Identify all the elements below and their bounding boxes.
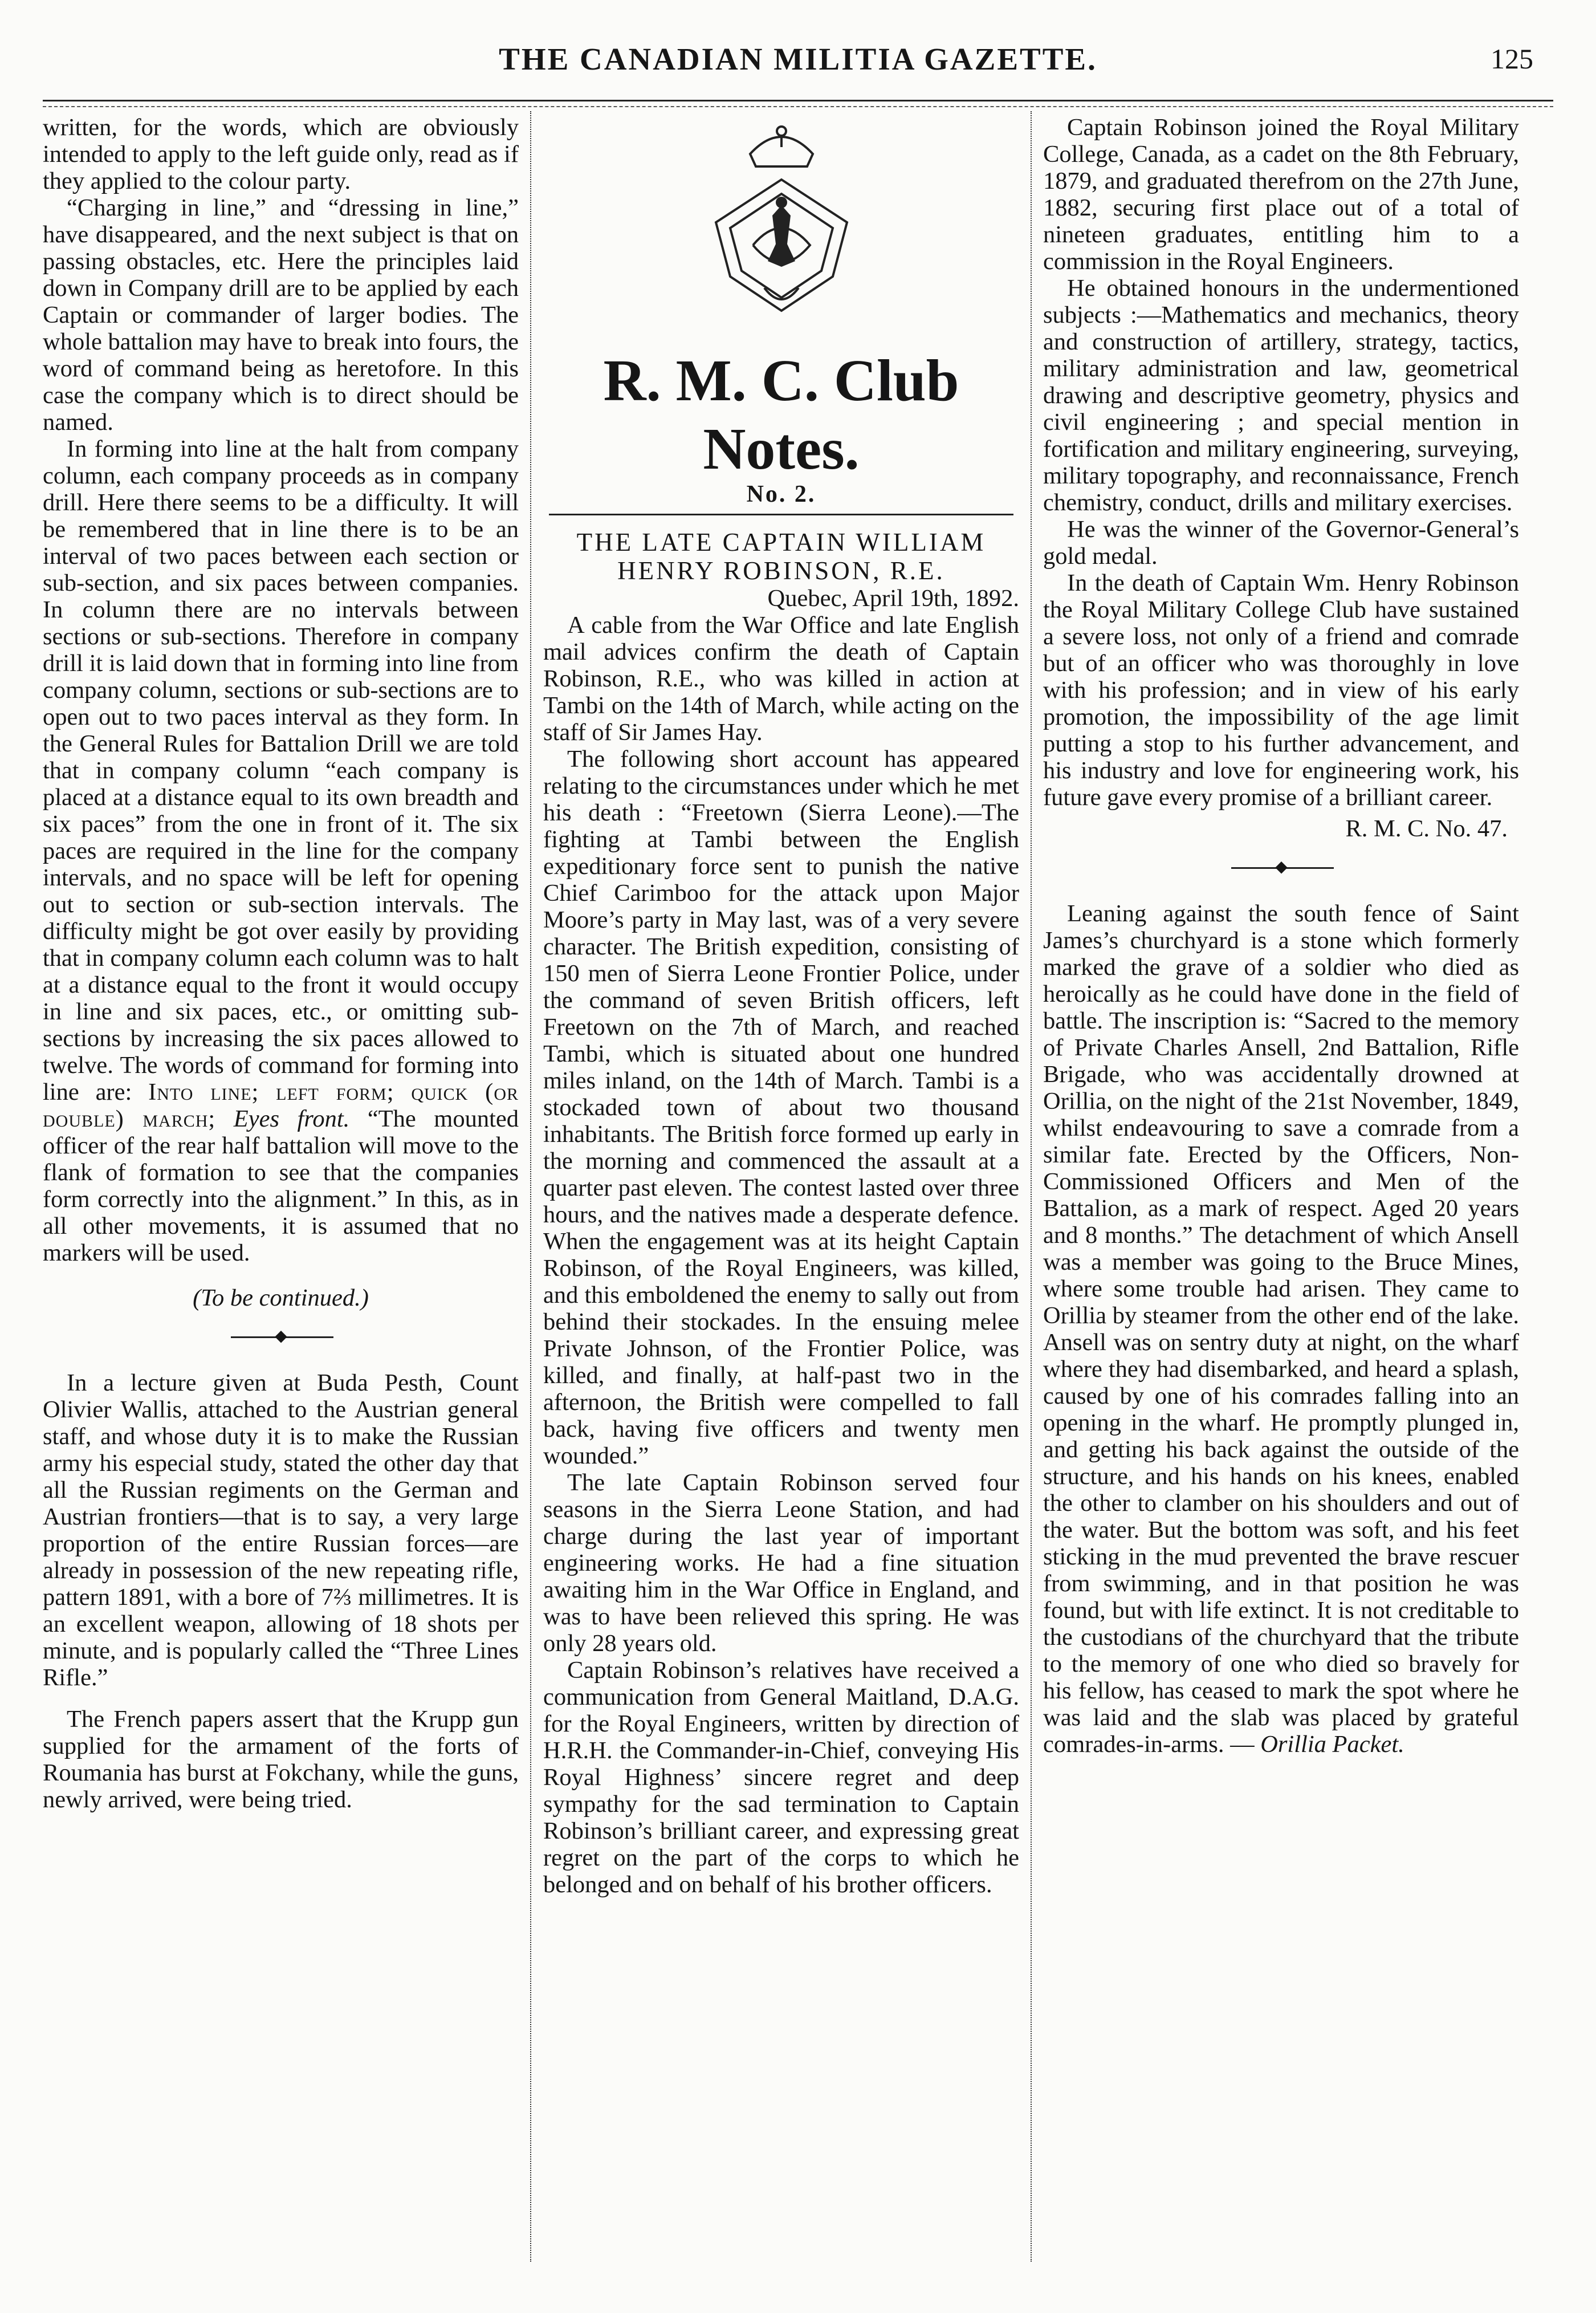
club-notes-number: No. 2. <box>746 481 816 507</box>
column-right <box>1043 114 1519 1758</box>
paragraph: He obtained honours in the undermentioned subjects :—Mathematics and mechanics, theory and construction of artillery, strategy, tactics, military administration and law, geometrical drawing and descriptive geometry, physics and civil engineering ; and special mention in fortification and military engineering, surveying, military topography, and reconnaissance, French chemistry, conduct, drills and military exercises. <box>1043 275 1519 516</box>
paragraph: In the death of Captain Wm. Henry Robinson the Royal Military College Club have sustained a severe loss, not only of a friend and comrade but of an officer who was thoroughly in love with his profession; and in view of his early promotion, the impossibility of the age limit putting a stop to his further advancement, and his industry and love for engineering work, his future gave every promise of a brilliant career. <box>1043 570 1519 811</box>
signature: R. M. C. No. 47. <box>1345 815 1508 842</box>
column-center <box>543 114 1019 1898</box>
paragraph: The late Captain Robinson served four seasons in the Sierra Leone Station, and had charge during the last year of important engineering works. He had a fine situation awaiting him in the War Office in England, and was to have been relieved this spring. He was only 28 years old. <box>543 1469 1019 1657</box>
separator <box>43 1325 519 1348</box>
club-notes-heading: R. M. C. Club Notes. <box>603 348 959 482</box>
paragraph <box>43 436 519 1266</box>
separator <box>1043 856 1519 879</box>
word-of-command: Into line; left form; quick (or double) march; <box>43 1079 519 1132</box>
paragraph: The following short account has appeared relating to the circumstances under which he met his death : “Freetown (Sierra Leone).—The fighting at Tambi between the English expeditionary force sent to punish the native Chief Carimboo for the attack upon Major Moore’s party in May last, was of a very severe character. The British expedition, consisting of 150 men of Sierra Leone Frontier Police, under the command of seven British officers, left Freetown on the 7th of March, and reached Tambi, which is situated about one hundred miles inland, on the 14th of March. Tambi is a stockaded town of about two thousand inhabitants. The British force formed up early in the morning and commenced the assault at a quarter past eleven. The contest lasted over three hours, and the natives made a desperate defence. When the engagement was at its height Captain Robinson, of the Royal Engineers, was killed, and this emboldened the enemy to sally out from behind their stockades. In the ensuing melee Private Johnson, of the Frontier Police, was killed, and finally, at half-past two in the afternoon, the British were compelled to fall back, having five officers and twenty men wounded.” <box>543 746 1019 1469</box>
paragraph: written, for the words, which are obviously intended to apply to the left guide only, read as if they applied to the colour party. <box>43 114 519 194</box>
page-number: 125 <box>1491 43 1533 75</box>
header-rule-dashed <box>43 106 1553 107</box>
paragraph: The French papers assert that the Krupp gun supplied for the armament of the forts of Roumania has burst at Fokchany, while the guns, newly arrived, were being tried. <box>43 1706 519 1813</box>
page-title: THE CANADIAN MILITIA GAZETTE. <box>499 42 1097 76</box>
dateline: Quebec, April 19th, 1892. <box>767 585 1019 612</box>
rmc-club-crest-icon <box>696 114 867 342</box>
masthead <box>0 34 1596 91</box>
column-divider-2 <box>1031 111 1032 2262</box>
paragraph-text: In forming into line at the halt from company column, each company proceeds as in company drill. Here there seems to be a difficulty. It will be remembered that in line there is to be an interval of two paces between each section or sub-section, and six paces between companies. In column there are no intervals between sections or sub-sections. Therefore in company drill it is laid down that in forming into line from company column, sections or sub-sections are to open out to two paces interval as they form. In the General Rules for Battalion Drill we are told that in company column “each company is placed at a distance equal to its own breadth and six paces” from the one in front of it. The six paces are required in the line for the company intervals, and no space will be left for opening out to section or sub-section intervals. The difficulty might be got over easily by providing that in company column each column was to halt at a distance equal to the front it would occupy in line and six paces, etc., or omitting sub-sections by increasing the six paces allowed to twelve. The words of command for forming into line are: <box>43 436 519 1105</box>
column-divider-1 <box>530 111 531 2262</box>
word-of-command-italic: Eyes front. <box>233 1105 350 1132</box>
paragraph-text: “The mounted officer of the rear half battalion will move to the flank of formation to see that the companies form correctly into the alignment.” In this, as in all other movements, it is assumed that no markers will be used. <box>43 1105 519 1266</box>
header-rule <box>43 100 1553 101</box>
source-credit: Orillia Packet. <box>1260 1731 1404 1758</box>
paragraph: He was the winner of the Governor-General’s gold medal. <box>1043 516 1519 570</box>
paragraph: Captain Robinson’s relatives have received a communication from General Maitland, D.A.G. for the Royal Engineers, written by direction of H.R.H. the Commander-in-Chief, conveying His Royal Highness’ sincere regret and deep sympathy for the sad termination to Captain Robinson’s brilliant career, and expressing great regret on the part of the corps to which he belonged and on behalf of his brother officers. <box>543 1657 1019 1898</box>
paragraph-text: Leaning against the south fence of Saint James’s churchyard is a stone which formerly marked the grave of a soldier who died as heroically as he could have done in the field of battle. The inscription is: “Sacred to the memory of Private Charles Ansell, 2nd Battalion, Rifle Brigade, who was accidentally drowned at Orillia, on the night of the 21st November, 1849, whilst endeavouring to save a comrade from a similar fate. Erected by the Officers, Non-Commissioned Officers and Men of the Battalion, as a mark of respect. Aged 20 years and 8 months.” The detachment of which Ansell was a member was going to the Bruce Mines, where some trouble had arisen. They came to Orillia by steamer from the other end of the lake. Ansell was on sentry duty at night, on the wharf where they had disembarked, and heard a splash, caused by one of his comrades falling into an opening in the wharf. He promptly plunged in, and getting his back against the outside of the structure, and his hands on his knees, enabled the other to clamber on his shoulders and out of the water. But the bottom was soft, and his feet sticking in the mud prevented the brave rescuer from swimming, and in that position he was found, but with life extinct. It is not creditable to the custodians of the churchyard that the tribute to the memory of one who died so bravely for his fellow, has ceased to mark the spot where he was laid and the slab was placed by grateful comrades-in-arms. — <box>1043 900 1519 1758</box>
paragraph: “Charging in line,” and “dressing in line,” have disappeared, and the next subject is that on passing obstacles, etc. Here the principles laid down in Company drill are to be applied by each Captain or commander of larger bodies. The whole battalion may have to break into fours, the word of command being as heretofore. In this case the company which is to direct should be named. <box>43 194 519 436</box>
diamond-separator-icon: ◆ <box>275 1327 287 1345</box>
paragraph: Captain Robinson joined the Royal Military College, Canada, as a cadet on the 8th February, 1879, and graduated therefrom on the 27th June, 1882, securing first place out of a total of nineteen graduates, entitling him to a commission in the Royal Engineers. <box>1043 114 1519 275</box>
paragraph: In a lecture given at Buda Pesth, Count Olivier Wallis, attached to the Austrian general staff, and whose duty it is to make the Russian army his especial study, stated the other day that all the Russian regiments on the German and Austrian frontiers—that is to say, a very large proportion of the entire Russian forces—are already in possession of the new repeating rifle, pattern 1891, with a bore of 7⅔ millimetres. It is an excellent weapon, allowing of 18 shots per minute, and is popularly called the “Three Lines Rifle.” <box>43 1369 519 1691</box>
heading-rule <box>549 514 1013 515</box>
diamond-separator-icon: ◆ <box>1275 858 1288 876</box>
to-be-continued: (To be continued.) <box>193 1284 369 1311</box>
column-left <box>43 114 519 1813</box>
paragraph <box>1043 900 1519 1758</box>
paragraph: A cable from the War Office and late English mail advices confirm the death of Captain Robinson, R.E., who was killed in action at Tambi on the 14th of March, while acting on the staff of Sir James Hay. <box>543 612 1019 746</box>
article-title: THE LATE CAPTAIN WILLIAM HENRY ROBINSON, R.E. <box>576 528 986 585</box>
